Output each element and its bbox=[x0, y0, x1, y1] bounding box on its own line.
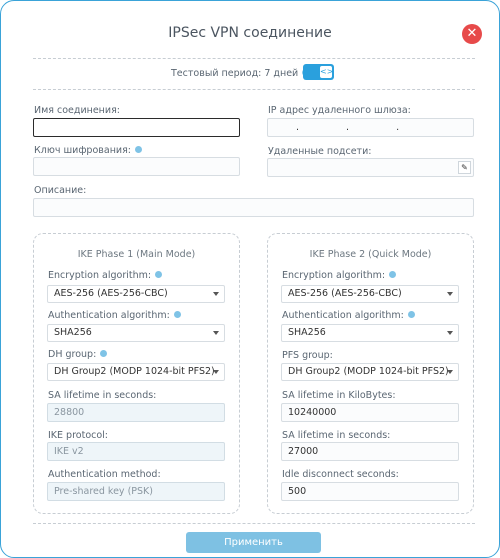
phase2-encryption-label: Encryption algorithm: bbox=[282, 270, 396, 281]
dialog-title: IPSec VPN соединение bbox=[168, 25, 332, 41]
chevron-down-icon bbox=[213, 331, 219, 335]
description-label: Описание: bbox=[34, 185, 87, 196]
remote-gateway-input[interactable]: . . . bbox=[267, 118, 474, 137]
phase1-dh-label: DH group: bbox=[48, 349, 107, 360]
description-input[interactable] bbox=[33, 198, 474, 217]
trial-toggle[interactable] bbox=[303, 64, 334, 80]
phase1-encryption-select[interactable]: AES-256 (AES-256-CBC) bbox=[47, 285, 225, 303]
chevron-down-icon bbox=[213, 292, 219, 296]
info-icon[interactable] bbox=[174, 311, 181, 318]
connection-name-label: Имя соединения: bbox=[34, 105, 120, 116]
divider-top bbox=[33, 58, 475, 59]
info-icon[interactable] bbox=[408, 311, 415, 318]
phase1-title: IKE Phase 1 (Main Mode) bbox=[77, 249, 196, 260]
phase1-ike-label: IKE protocol: bbox=[48, 430, 109, 441]
phase2-title: IKE Phase 2 (Quick Mode) bbox=[309, 249, 432, 260]
phase1-dh-select[interactable]: DH Group2 (MODP 1024-bit PFS2) bbox=[47, 363, 225, 381]
phase2-kb-label: SA lifetime in KiloBytes: bbox=[282, 390, 396, 401]
divider-2 bbox=[33, 89, 475, 90]
phase1-lifetime-input[interactable]: 28800 bbox=[47, 403, 225, 422]
edit-icon[interactable]: ✎ bbox=[458, 161, 471, 174]
phase2-encryption-select[interactable]: AES-256 (AES-256-CBC) bbox=[281, 285, 459, 303]
phase2-idle-input[interactable]: 500 bbox=[281, 482, 459, 501]
phase1-auth-label: Authentication algorithm: bbox=[48, 310, 181, 321]
phase2-sec-label: SA lifetime in seconds: bbox=[282, 430, 391, 441]
phase1-ike-input[interactable]: IKE v2 bbox=[47, 442, 225, 461]
phase1-method-input[interactable]: Pre-shared key (PSK) bbox=[47, 482, 225, 501]
phase2-pfs-label: PFS group: bbox=[282, 350, 333, 361]
connection-name-input[interactable] bbox=[33, 118, 240, 137]
encryption-key-input[interactable] bbox=[33, 157, 240, 176]
toggle-code-icon: <> bbox=[320, 67, 334, 76]
chevron-down-icon bbox=[213, 370, 219, 374]
divider-bottom bbox=[33, 523, 475, 524]
remote-subnets-label: Удаленные подсети: bbox=[268, 146, 372, 157]
phase2-sec-input[interactable]: 27000 bbox=[281, 442, 459, 461]
chevron-down-icon bbox=[447, 331, 453, 335]
phase2-auth-label: Authentication algorithm: bbox=[282, 310, 415, 321]
encryption-key-label: Ключ шифрования: bbox=[34, 145, 142, 156]
remote-gateway-label: IP адрес удаленного шлюза: bbox=[268, 105, 411, 116]
phase1-encryption-label: Encryption algorithm: bbox=[48, 270, 162, 281]
chevron-down-icon bbox=[447, 292, 453, 296]
phase2-kb-input[interactable]: 10240000 bbox=[281, 403, 459, 422]
phase2-auth-select[interactable]: SHA256 bbox=[281, 324, 459, 342]
close-icon[interactable]: ✕ bbox=[462, 24, 482, 44]
info-icon[interactable] bbox=[389, 271, 396, 278]
phase2-idle-label: Idle disconnect seconds: bbox=[282, 469, 399, 480]
remote-subnets-input[interactable] bbox=[267, 158, 474, 177]
phase1-lifetime-label: SA lifetime in seconds: bbox=[48, 390, 157, 401]
phase2-pfs-select[interactable]: DH Group2 (MODP 1024-bit PFS2) bbox=[281, 363, 459, 381]
phase1-auth-select[interactable]: SHA256 bbox=[47, 324, 225, 342]
info-icon[interactable] bbox=[155, 271, 162, 278]
phase1-method-label: Authentication method: bbox=[48, 469, 161, 480]
apply-button[interactable]: Применить bbox=[186, 532, 321, 553]
info-icon[interactable] bbox=[100, 350, 107, 357]
chevron-down-icon bbox=[447, 370, 453, 374]
info-icon[interactable] bbox=[135, 146, 142, 153]
trial-label: Тестовый период: 7 дней bbox=[171, 68, 309, 79]
